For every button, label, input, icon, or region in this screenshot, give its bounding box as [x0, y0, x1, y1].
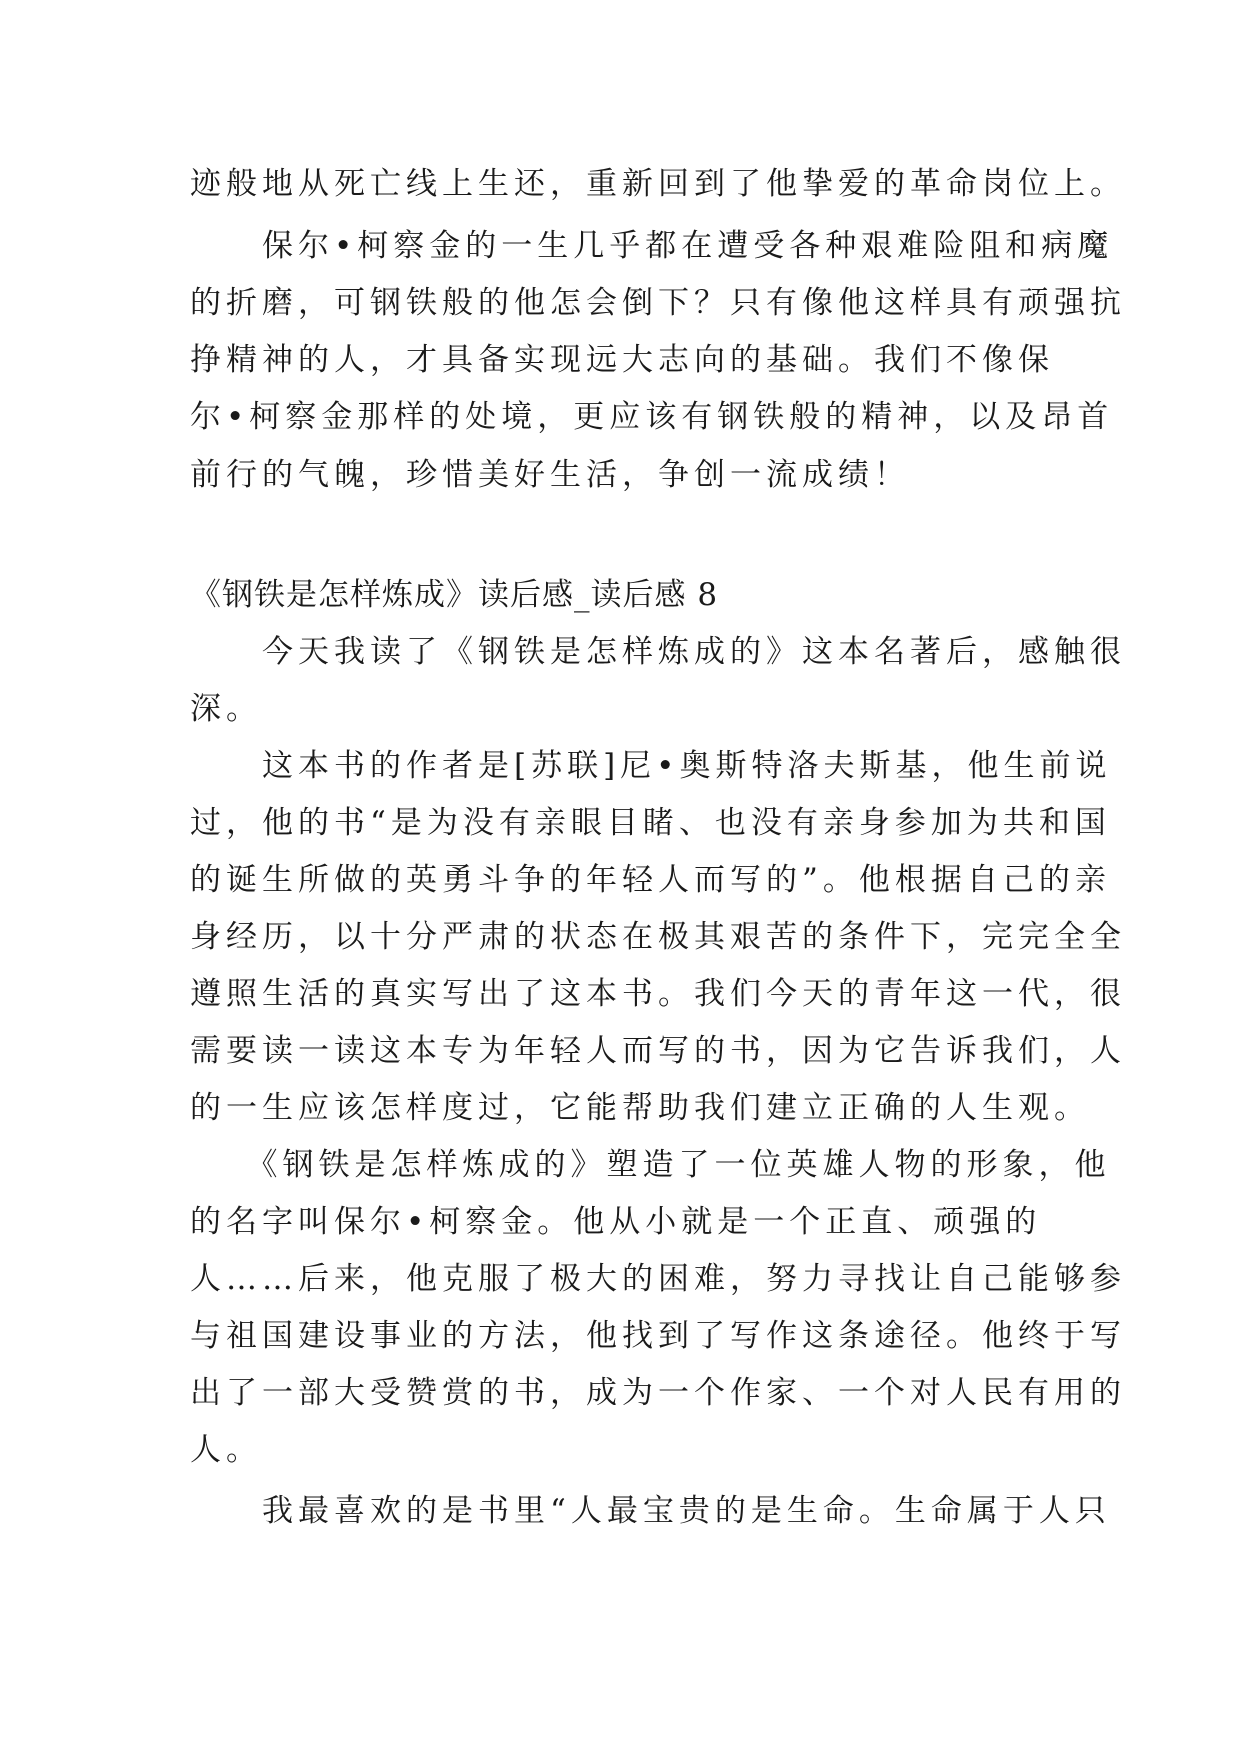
text-line: 遵照生活的真实写出了这本书。我们今天的青年这一代，很: [190, 976, 1126, 1012]
text-line: 需要读一读这本专为年轻人而写的书，因为它告诉我们，人: [190, 1033, 1126, 1069]
text-line: 出了一部大受赞赏的书，成为一个作家、一个对人民有用的: [190, 1375, 1126, 1411]
text-line: 深。: [190, 691, 262, 727]
text-line: 挣精神的人，才具备实现远大志向的基础。我们不像保: [190, 342, 1054, 378]
section-heading: 《钢铁是怎样炼成》读后感_读后感 8: [190, 577, 719, 613]
text-line: 人……后来，他克服了极大的困难，努力寻找让自己能够参: [190, 1261, 1126, 1297]
text-line: 迹般地从死亡线上生还，重新回到了他挚爱的革命岗位上。: [190, 166, 1126, 202]
text-line: 的诞生所做的英勇斗争的年轻人而写的”。他根据自己的亲: [190, 862, 1111, 898]
text-line: 的一生应该怎样度过，它能帮助我们建立正确的人生观。: [190, 1090, 1090, 1126]
text-line: 的名字叫保尔•柯察金。他从小就是一个正直、顽强的: [190, 1204, 1042, 1240]
text-line: 身经历，以十分严肃的状态在极其艰苦的条件下，完完全全: [190, 919, 1126, 955]
text-line: 前行的气魄，珍惜美好生活，争创一流成绩！: [190, 457, 910, 493]
text-line: 我最喜欢的是书里“人最宝贵的是生命。生命属于人只: [190, 1493, 1111, 1529]
text-line: 保尔•柯察金的一生几乎都在遭受各种艰难险阻和病魔: [190, 228, 1114, 264]
text-line: 尔•柯察金那样的处境，更应该有钢铁般的精神，以及昂首: [190, 399, 1114, 435]
text-line: 《钢铁是怎样炼成的》塑造了一位英雄人物的形象，他: [190, 1147, 1111, 1183]
text-line: 这本书的作者是[苏联]尼•奥斯特洛夫斯基，他生前说: [190, 748, 1112, 784]
text-line: 与祖国建设事业的方法，他找到了写作这条途径。他终于写: [190, 1318, 1126, 1354]
text-line: 人。: [190, 1432, 262, 1468]
text-line: 的折磨，可钢铁般的他怎会倒下？只有像他这样具有顽强抗: [190, 285, 1126, 321]
text-line: 过，他的书“是为没有亲眼目睹、也没有亲身参加为共和国: [190, 805, 1111, 841]
text-line: 今天我读了《钢铁是怎样炼成的》这本名著后，感触很: [190, 634, 1126, 670]
